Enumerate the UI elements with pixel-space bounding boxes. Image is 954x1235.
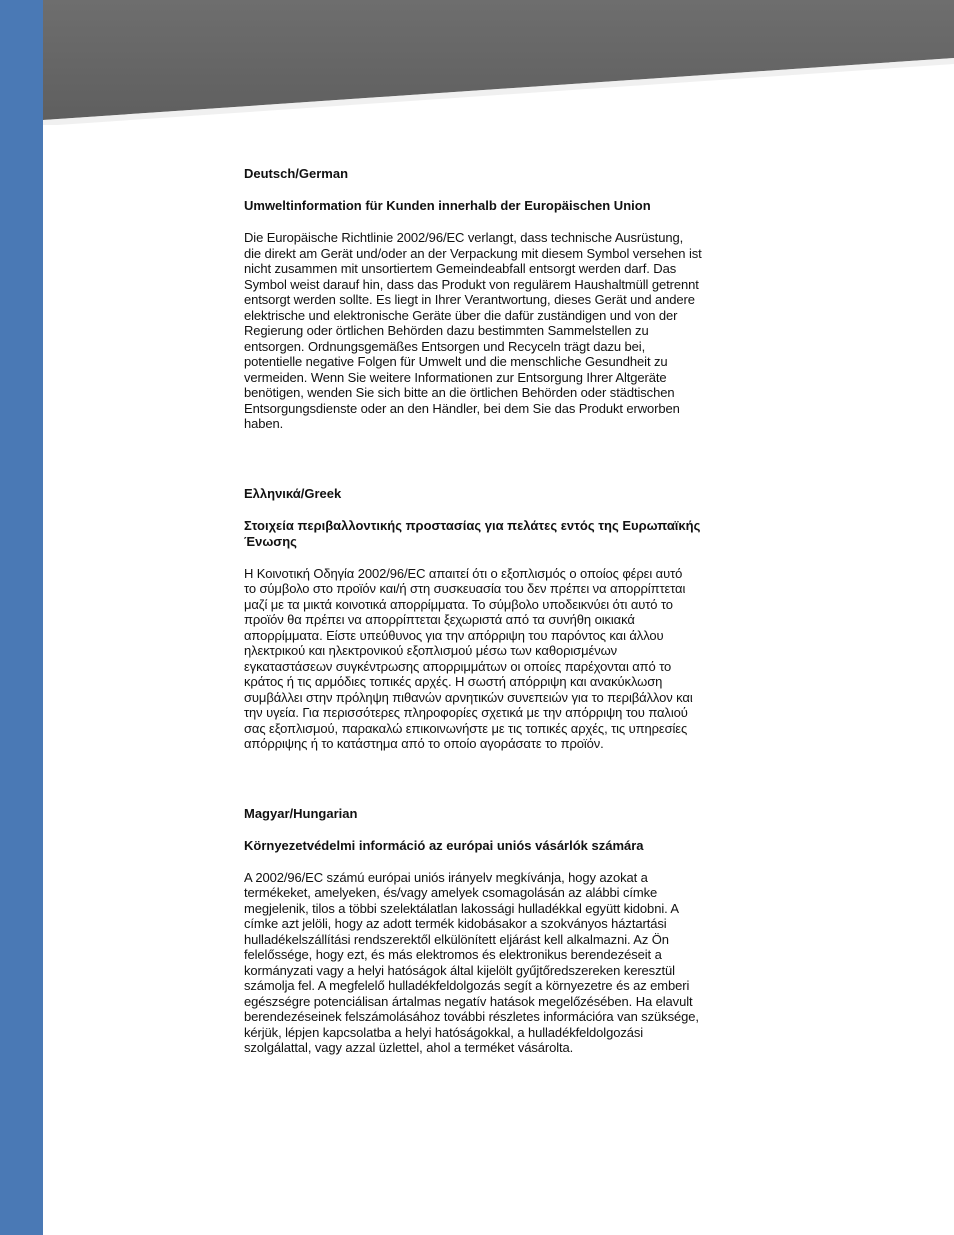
- body-line: címke azt jelöli, hogy az adott termék kidobásakor a szokványos háztartási: [244, 916, 667, 931]
- body-line: kormányzati vagy a helyi hatóságok által kijelölt gyűjtőredszereken keresztül: [244, 962, 675, 978]
- document-content: [244, 166, 744, 1056]
- body-line: Symbol weist darauf hin, dass das Produkt von regulärem Haushaltmüll getrennt: [244, 276, 699, 292]
- title-line: Umweltinformation für Kunden innerhalb der Europäischen Union: [244, 198, 651, 213]
- title-line: Στοιχεία περιβαλλοντικής προστασίας για πελάτες εντός της Ευρωπαϊκής: [244, 517, 701, 533]
- body-line: elektrische und elektronische Geräte über die dafür zuständigen und von der: [244, 307, 678, 323]
- body-line: szolgálattal, vagy azzal üzlettel, ahol a terméket vásárolta.: [244, 1040, 574, 1055]
- body-line: haben.: [244, 416, 284, 431]
- section-body: [244, 230, 744, 432]
- body-line: Entsorgungsdienste oder an den Händler, bei dem Sie das Produkt erworben: [244, 400, 680, 416]
- section-language-heading: Magyar/Hungarian: [244, 805, 358, 821]
- section-title: [244, 518, 744, 550]
- section-spacer: [244, 432, 744, 486]
- body-line: A 2002/96/EC számú európai uniós irányelv megkívánja, hogy azokat a: [244, 869, 648, 885]
- body-line: Regierung oder örtlichen Behörden dazu bestimmten Sammelstellen zu: [244, 323, 649, 338]
- body-line: κράτος ή τις αρμόδιες τοπικές αρχές. Η σωστή απόρριψη και ανακύκλωση: [244, 674, 663, 689]
- section-title: [244, 838, 744, 854]
- body-line: entsorgen. Ordnungsgemäßes Entsorgen und Recyceln trägt dazu bei,: [244, 338, 646, 354]
- header-banner: [43, 0, 954, 125]
- body-line: προϊόν θα πρέπει να απορρίπτεται ξεχωριστά από τα συνήθη οικιακά: [244, 612, 635, 627]
- body-line: εγκαταστάσεων συγκέντρωσης απορριμμάτων οι οποίες παρέχονται από το: [244, 658, 672, 674]
- body-line: ηλεκτρικού και ηλεκτρονικού εξοπλισμού μέσω των καθορισμένων: [244, 643, 618, 658]
- section-body: [244, 870, 744, 1056]
- body-line: την υγεία. Για περισσότερες πληροφορίες σχετικά με την απόρριψη του παλιού: [244, 705, 688, 720]
- body-line: termékeket, amelyeken, és/vagy amelyek csomagolásán az alábbi címke: [244, 885, 658, 900]
- body-line: számolja fel. A megfelelő hulladékfeldolgozás segít a környezetre és az emberi: [244, 978, 690, 993]
- section-title: [244, 198, 744, 214]
- body-line: Η Κοινοτική Οδηγία 2002/96/EC απαιτεί ότι ο εξοπλισμός ο οποίος φέρει αυτό: [244, 565, 683, 581]
- body-line: σας εξοπλισμού, παρακαλώ επικοινωνήστε με τις τοπικές αρχές, τις υπηρεσίες: [244, 720, 688, 736]
- header-banner-shape: [43, 0, 954, 120]
- body-line: Die Europäische Richtlinie 2002/96/EC verlangt, dass technische Ausrüstung,: [244, 230, 684, 245]
- body-line: megjelenik, tilos a többi szelektálatlan lakossági hulladékkal együtt kidobni. A: [244, 900, 679, 916]
- title-line: Ένωσης: [244, 533, 297, 549]
- section-hungarian: [244, 806, 744, 1056]
- body-line: die direkt am Gerät und/oder an der Verpackung mit diesem Symbol versehen ist: [244, 245, 702, 261]
- body-line: vermeiden. Wenn Sie weitere Informationen zur Entsorgung Ihrer Altgeräte: [244, 369, 667, 385]
- body-line: συμβάλλει στην πρόληψη πιθανών αρνητικών συνεπειών για το περιβάλλον και: [244, 689, 693, 705]
- body-line: felelőssége, hogy ezt, és más elektromos és elektronikus berendezéseit a: [244, 947, 662, 962]
- body-line: entsorgt werden sollte. Es liegt in Ihrer Verantwortung, dieses Gerät und andere: [244, 292, 695, 307]
- body-line: hulladékelszállítási rendszerektől elkülönített eljárást kell alkalmazni. Az Ön: [244, 931, 669, 947]
- body-line: nicht zusammen mit unsortiertem Gemeindeabfall entsorgt werden darf. Das: [244, 261, 677, 276]
- section-german: [244, 166, 744, 432]
- body-line: berendezéseinek felszámolásához további részletes információra van szüksége,: [244, 1009, 699, 1024]
- body-line: μαζί με τα μικτά κοινοτικά απορρίμματα. Το σύμβολο υποδεικνύει ότι αυτό το: [244, 596, 673, 612]
- left-accent-bar: [0, 0, 43, 1235]
- header-banner-graphic: [43, 0, 954, 125]
- body-line: το σύμβολο στο προϊόν και/ή στη συσκευασία του δεν πρέπει να απορρίπτεται: [244, 581, 686, 596]
- body-line: benötigen, wenden Sie sich bitte an die örtlichen Behörden oder städtischen: [244, 385, 675, 400]
- body-line: απόρριψης ή το κατάστημα από το οποίο αγοράσατε το προϊόν.: [244, 736, 604, 751]
- body-line: egészségre potenciálisan ártalmas negatív hatások megelőzésében. Ha elavult: [244, 993, 693, 1009]
- title-line: Környezetvédelmi információ az európai uniós vásárlók számára: [244, 837, 644, 853]
- body-line: απορρίμματα. Είστε υπεύθυνος για την απόρριψη του παρόντος και άλλου: [244, 627, 664, 643]
- section-language-heading: Deutsch/German: [244, 166, 349, 181]
- section-body: [244, 566, 744, 752]
- section-language-heading: Ελληνικά/Greek: [244, 485, 342, 501]
- body-line: potentielle negative Folgen für Umwelt und die menschliche Gesundheit zu: [244, 354, 668, 369]
- section-greek: [244, 486, 744, 752]
- section-spacer: [244, 752, 744, 806]
- body-line: kérjük, lépjen kapcsolatba a helyi hatóságokkal, a hulladékfeldolgozási: [244, 1024, 644, 1040]
